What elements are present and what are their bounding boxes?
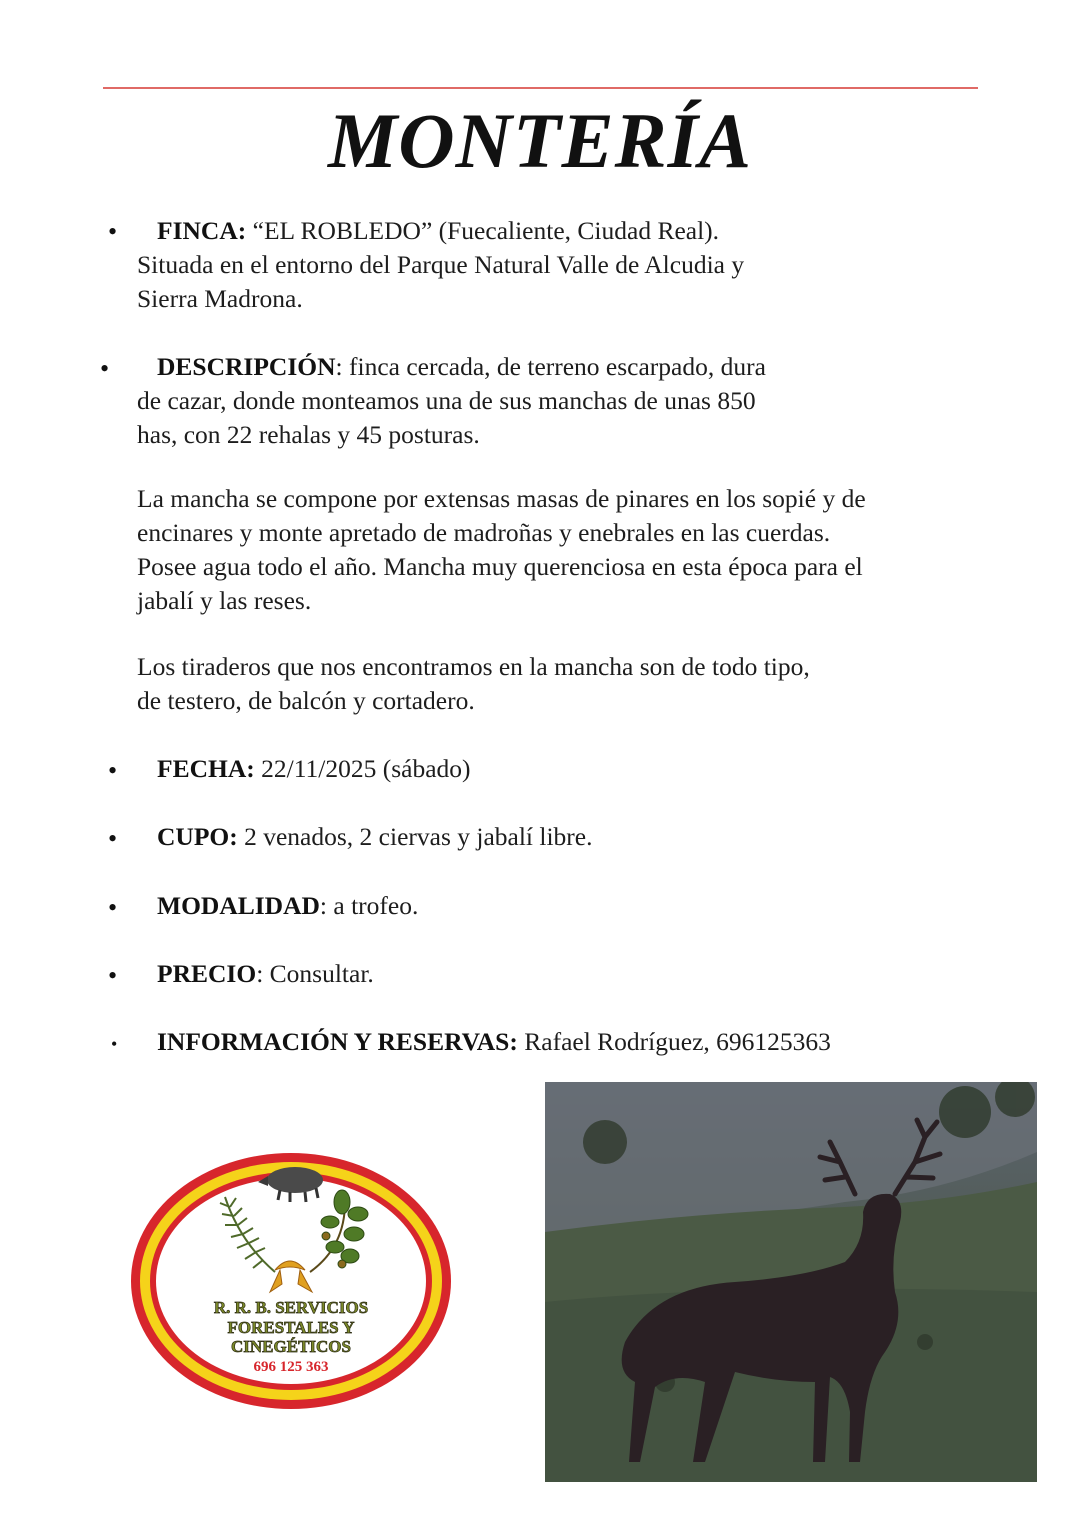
- descripcion-line-3: has, con 22 rehalas y 45 posturas.: [137, 420, 480, 449]
- tiraderos-line-2: de testero, de balcón y cortadero.: [137, 686, 475, 715]
- informacion-label: INFORMACIÓN Y RESERVAS:: [157, 1027, 518, 1056]
- precio-label: PRECIO: [157, 959, 257, 988]
- tiraderos-line-1: Los tiraderos que nos encontramos en la mancha son de todo tipo,: [137, 652, 810, 681]
- bullet-icon: •: [108, 961, 118, 990]
- finca-text: “EL ROBLEDO” (Fuecaliente, Ciudad Real).: [246, 216, 720, 245]
- bullet-icon: •: [100, 354, 110, 383]
- informacion-line: [157, 1025, 831, 1059]
- company-logo: [130, 1152, 452, 1410]
- bullet-icon: •: [108, 217, 118, 246]
- bullet-icon: •: [108, 824, 118, 853]
- cupo-line: [157, 820, 593, 854]
- descripcion-label: DESCRIPCIÓN: [157, 352, 336, 381]
- deer-stag-photo: [545, 1082, 1037, 1482]
- finca-line-3: Sierra Madrona.: [137, 284, 303, 313]
- logo-line-2: FORESTALES Y: [227, 1318, 355, 1337]
- logo-phone: 696 125 363: [253, 1359, 329, 1375]
- fecha-label: FECHA:: [157, 754, 255, 783]
- descripcion-line-1: [157, 350, 766, 384]
- finca-label: FINCA:: [157, 216, 247, 245]
- top-divider: [103, 87, 978, 89]
- cupo-label: CUPO:: [157, 822, 238, 851]
- finca-line-2: Situada en el entorno del Parque Natural Valle de Alcudia y: [137, 250, 745, 279]
- mancha-line-1: La mancha se compone por extensas masas de pinares en los sopié y de: [137, 484, 866, 513]
- informacion-text: Rafael Rodríguez, 696125363: [517, 1027, 831, 1056]
- mancha-line-3: Posee agua todo el año. Mancha muy querenciosa en esta época para el: [137, 552, 863, 581]
- logo-line-3: CINEGÉTICOS: [231, 1337, 351, 1356]
- bullet-icon: •: [108, 893, 118, 922]
- logo-line-1: R. R. B. SERVICIOS: [213, 1298, 369, 1317]
- descripcion-text: : finca cercada, de terreno escarpado, dura: [335, 352, 766, 381]
- page-title: MONTERÍA: [327, 97, 753, 184]
- modalidad-text: : a trofeo.: [319, 891, 419, 920]
- modalidad-line: [157, 889, 418, 923]
- mancha-line-4: jabalí y las reses.: [137, 586, 312, 615]
- modalidad-label: MODALIDAD: [157, 891, 320, 920]
- bullet-icon: •: [108, 756, 118, 785]
- precio-line: [157, 957, 374, 991]
- bullet-icon: •: [111, 1034, 118, 1054]
- precio-text: : Consultar.: [256, 959, 374, 988]
- mancha-line-2: encinares y monte apretado de madroñas y enebrales en las cuerdas.: [137, 518, 831, 547]
- cupo-text: 2 venados, 2 ciervas y jabalí libre.: [237, 822, 593, 851]
- finca-line-1: [157, 214, 719, 248]
- fecha-line: [157, 752, 471, 786]
- descripcion-line-2: de cazar, donde monteamos una de sus manchas de unas 850: [137, 386, 756, 415]
- fecha-text: 22/11/2025 (sábado): [254, 754, 471, 783]
